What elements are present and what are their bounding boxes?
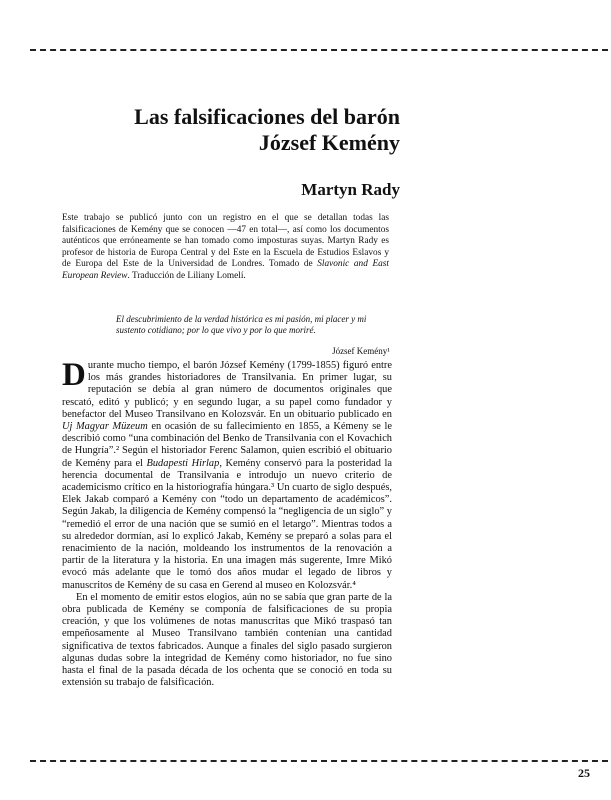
body-paragraph-2: En el momento de emitir estos elogios, aún no se sabía que gran parte de la obra publicada de Kemény se componía de falsificaciones de su propia creación, y que los volúmenes de notas manuscritas que Mikó traspasó tan empeñosamente al Museo Transilvano también contenían una cantidad significativa de textos fabricados. Aunque a finales del siglo pasado surgieron algunas dudas sobre la integridad de Kemény como historiador, no fue sino hasta el final de la pasada década de los ochenta que se conoció en toda su extensión su trabajo de falsificación. — [62, 591, 392, 689]
intro-note — [62, 213, 389, 283]
body-text: , Kemény conservó para la posteridad la herencia documental de Transilvania e introdujo un nuevo criterio de academicismo crítico en la historiografía húngara.³ Un cuarto de siglo después, Elek Jakab comparó a Kemény con “todo un departamento de académicos”. Según Jakab, la diligencia de Kemény compensó la “negligencia de un siglo” y “remedió el error de una nación que se sumió en el letargo”. Mientras todos a su alrededor dormían, así lo explicó Jakab, Kemény se preparó a solas para el renacimiento de la nación, moldeando los instrumentos de la renovación a partir de la literatura y la historia. En una imagen más sugerente, Imre Mikó evocó más adelante que le tomó dos años mudar el legado de libros y manuscritos de Kemény de su casa en Gerend al museo en Kolozsvár.⁴ — [62, 457, 392, 591]
journal-name: Slavonic and East European Review — [62, 259, 389, 281]
intro-text: Este trabajo se publicó junto con un registro en el que se detallan todas las falsificaciones de Kemény que se conocen —47 en total—, así como los documentos auténticos que erróneamente se han tomado como imposturas suyas. Martyn Rady es profesor de historia de Europa Central y del Este en la Escuela de Estudios Eslavos y de Europa del Este de la Universidad de Londres. Tomado de — [62, 213, 389, 270]
page-number: 25 — [578, 766, 590, 780]
epigraph-source: József Kemény¹ — [332, 346, 390, 356]
publication-name: Uj Magyar Müzeum — [62, 421, 148, 433]
article-title — [134, 104, 400, 156]
author-name: Martyn Rady — [301, 180, 400, 199]
top-rule — [30, 49, 608, 53]
body-text: urante mucho tiempo, el barón József Kemény (1799-1855) figuró entre los más grandes historiadores de Transilvania. En primer lugar, su reputación se debía al gran número de documentos originales que rescató, editó y publicó; y en segundo lugar, a su papel como fundador y benefactor del Museo Transilvano en Kolozsvár. En un obituario publicado en — [62, 360, 392, 420]
body-text: en ocasión de su fallecimiento en 1855, a Kémeny se le describió como “una combinación del Benko de Transilvania con el Kovachich de Hungría”.² Según el historiador Ferenc Salamon, quien escribió el obituario de Kemény para el — [62, 421, 392, 469]
drop-cap: D — [62, 357, 86, 393]
intro-translation: . Traducción de Liliany Lomelí. — [127, 270, 246, 281]
epigraph: El descubrimiento de la verdad histórica es mi pasión, mi placer y mi sustento cotidiano; por lo que vivo y por lo que moriré. — [116, 314, 367, 336]
title-line-1: Las falsificaciones del barón — [134, 104, 400, 129]
article-body — [62, 357, 392, 689]
title-line-2: József Kemény — [258, 130, 400, 155]
body-paragraph-1 — [62, 357, 392, 592]
publication-name: Budapesti Hirlap — [146, 457, 220, 469]
bottom-rule — [30, 760, 608, 764]
